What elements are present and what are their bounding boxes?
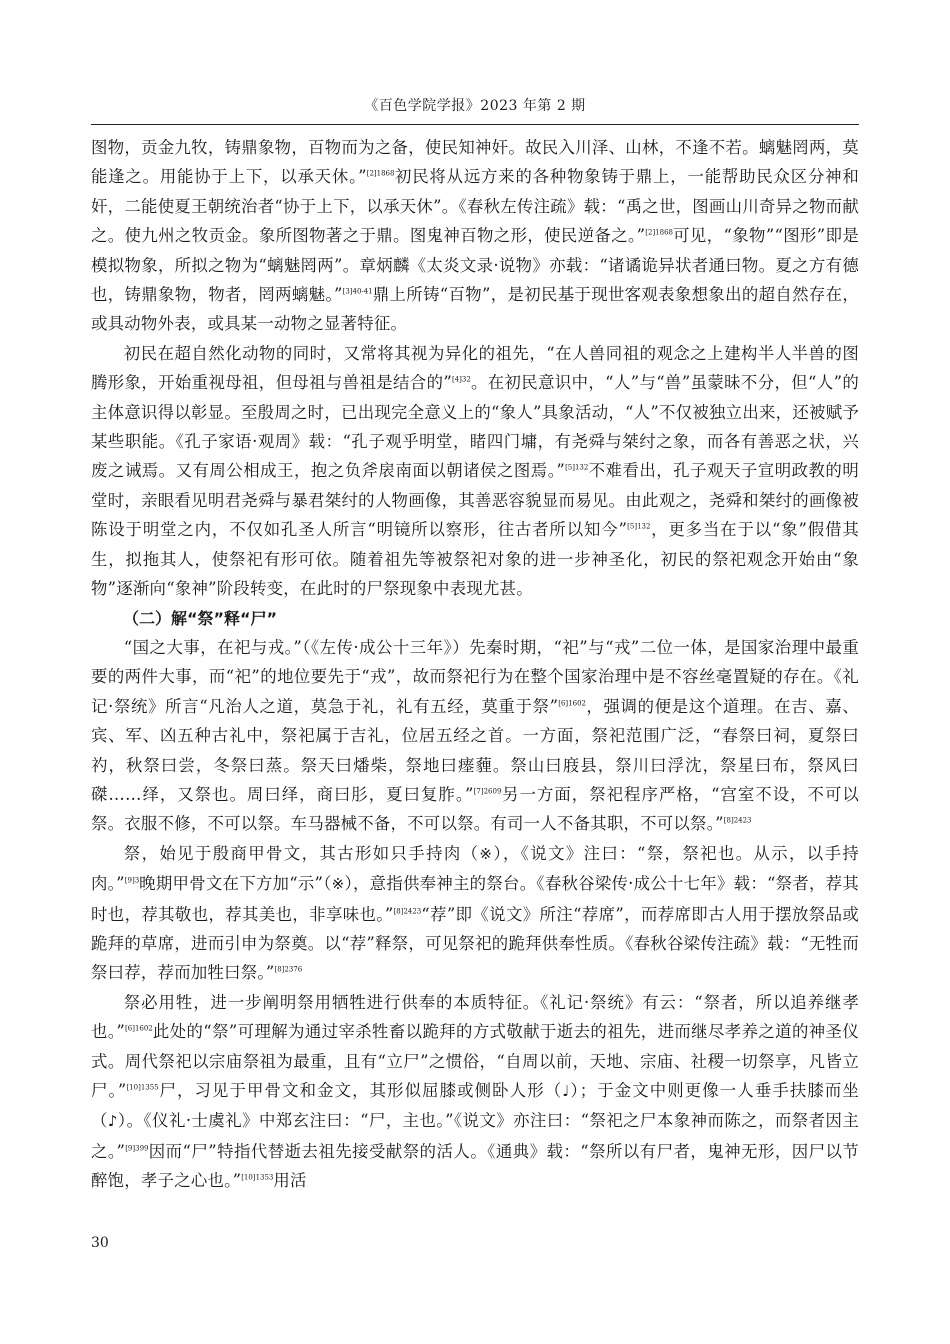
paragraph (91, 988, 859, 1196)
ancient-glyph: ※ (331, 875, 345, 894)
paragraph (91, 633, 859, 839)
citation-marker: [9]399 (125, 1144, 149, 1153)
paragraph (91, 133, 859, 339)
text-run: ）；于金文中则更像一人垂手扶膝而坐（ (91, 1081, 860, 1131)
text-run: 祭，始见于殷商甲骨文，其古形如只手持肉（ (123, 843, 480, 863)
text-run: ），《说文》注曰：“祭，祭祀也。从示，以手持肉。” (91, 843, 859, 894)
citation-marker: [3]40-41 (342, 287, 373, 296)
citation-marker: [8]2423 (723, 816, 752, 825)
text-run: 可见，“象物”“图形”即是模拟物象，所拟之物为“螭魅罔两”。章炳麟《太炎文录·说物》亦载：“诸谲诡异状者通曰物。夏之方有德也，铸鼎象物，物者，罔两螭魅。” (91, 226, 859, 305)
text-run: “国之大事，在祀与戎。”（《左传·成公十三年》）先秦时期，“祀”与“戎”二位一体，是国家治理中最重要的两件大事，而“祀”的地位要先于“戎”，故而祭祀行为在整个国家治理中是不容丝毫置疑的存在。《礼记·祭统》所言“凡治人之道，莫急于礼，礼有五经，莫重于祭” (91, 637, 859, 716)
text-run: ），意指供奉神主的祭台。《春秋谷梁传·成公十七年》载：“祭者，荐其时也，荐其敬也，荐其美也，非享味也。” (91, 874, 859, 924)
text-run: 初民将从远方来的各种物象铸于鼎上，一能帮助民众区分神和奸，二能使夏王朝统治者“协于上下，以承天休”。《春秋左传注疏》载：“禹之世，图画山川奇异之物而献之。使九州之牧贡金。象所图物著之于鼎。图鬼神百物之形，使民逆备之。” (91, 167, 859, 246)
citation-marker: [7]2609 (473, 787, 502, 796)
text-run: 。在初民意识中，“人”与“兽”虽蒙昧不分，但“人”的主体意识得以彰显。至殷周之时，已出现完全意义上的“象人”具象活动，“人”不仅被独立出来，还被赋予某些职能。《孔子家语·观周》载：“孔子观乎明堂，睹四门墉，有尧舜与桀纣之象，而各有善恶之状，兴废之诫焉。又有周公相成王，抱之负斧扆南面以朝诸侯之图焉。” (91, 373, 859, 481)
text-run: ，强调的便是这个道理。在吉、嘉、宾、军、凶五种古礼中，祭祀属于吉礼，位居五经之首。一方面，祭祀范围广泛，“春祭曰祠，夏祭曰礿，秋祭曰尝，冬祭曰蒸。祭天曰燔柴，祭地曰瘗薶。祭山曰庪县，祭川曰浮沈，祭星曰布，祭风曰磔……绎，又祭也。周曰绎，商曰肜，夏曰复胙。” (91, 696, 860, 804)
citation-marker: [10]1355 (126, 1083, 159, 1092)
text-run: 另一方面，祭祀程序严格，“宫室不设，不可以祭。衣服不修，不可以祭。车马器械不备，不可以祭。有司一人不备其职，不可以祭。” (91, 784, 859, 834)
text-run: 因而“尸”特指代替逝去祖先接受献祭的活人。《通典》载：“祭所以有尸者，鬼神无形，因尸以节醉饱，孝子之心也。” (91, 1141, 860, 1191)
text-run: 鼎上所铸“百物”，是初民基于现世客观表象想象出的超自然存在，或具动物外表，或具某一动物之显著特征。 (91, 285, 859, 334)
citation-marker: [2]1868 (366, 169, 395, 178)
text-run: 祭必用牲，进一步阐明祭用牺牲进行供奉的本质特征。《礼记·祭统》有云：“祭者，所以追养继孝也。” (91, 992, 859, 1042)
text-run: 初民在超自然化动物的同时，又常将其视为异化的祖先，“在人兽同祖的观念之上建构半人半兽的图腾形象，开始重视母祖，但母祖与兽祖是结合的” (91, 343, 859, 393)
text-run: ，更多当在于以“象”假借其生，拟拖其人，使祭祀有形可依。随着祖先等被祭祀对象的进一步神圣化，初民的祭祀观念开始由“象物”逐渐向“象神”阶段转变，在此时的尸祭现象中表现尤甚。 (91, 520, 859, 599)
text-run: 不难看出，孔子观天子宣明政教的明堂时，亲眼看见明君尧舜与暴君桀纣的人物画像，其善恶容貌显而易见。由此观之，尧舜和桀纣的画像被陈设于明堂之内，不仅如孔圣人所言“明镜所以察形，往古者所以知今” (91, 461, 859, 540)
section-title: （二）解“祭”释“尸” (123, 608, 278, 628)
text-run: “荐”即《说文》所注“荐席”，而荐席即古人用于摆放祭品或跪拜的草席，进而引申为祭奠。以“荐”释祭，可见祭祀的跪拜供奉性质。《春秋谷梁传注疏》载：“无牲而祭曰荐，荐而加牲曰祭。” (91, 904, 859, 983)
citation-marker: [9]3 (124, 876, 140, 885)
page-number: 30 (91, 1235, 109, 1251)
text-run: 尸，习见于甲骨文和金文，其形似屈膝或侧卧人形（ (158, 1081, 563, 1100)
text-run: 图物，贡金九牧，铸鼎象物，百物而为之备，使民知神奸。故民入川泽、山林，不逢不若。螭魅罔两，莫能逢之。用能协于上下，以承天休。” (91, 138, 859, 187)
text-run: 用活 (273, 1171, 307, 1191)
paragraph (91, 339, 859, 604)
article-body (91, 133, 859, 1196)
ancient-glyph: ※ (479, 844, 494, 863)
paragraph (91, 839, 859, 988)
citation-marker: [6]1602 (125, 1024, 153, 1033)
citation-marker: [10]1353 (241, 1173, 274, 1182)
citation-marker: [5]132 (627, 522, 651, 531)
paragraph-group-1 (91, 133, 859, 604)
citation-marker: [8]2376 (274, 965, 303, 974)
text-run: 晚期甲骨文在下方加“示”（ (139, 874, 332, 894)
ancient-glyph: ♩ (562, 1082, 571, 1100)
citation-marker: [2]1868 (645, 228, 673, 237)
header-rule (91, 124, 859, 125)
text-run: ）。《仪礼·士虞礼》中郑玄注曰：“尸，主也。”《说文》亦注曰：“祭祀之尸本象神而陈之，而祭者因主之。” (91, 1111, 860, 1161)
citation-marker: [6]1602 (558, 699, 586, 708)
citation-marker: [8]2423 (393, 907, 422, 916)
text-run: 此处的“祭”可理解为通过宰杀牲畜以跪拜的方式敬献于逝去的祖先，进而继尽孝养之道的神圣仪式。周代祭祀以宗庙祭祖为最重，且有“立尸”之惯俗，“自周以前，天地、宗庙、社稷一切祭享，凡皆立尸。” (91, 1022, 859, 1100)
citation-marker: [4]32 (451, 375, 471, 384)
ancient-glyph: ♪ (107, 1112, 118, 1131)
journal-header: 《百色学院学报》2023 年第 2 期 (364, 98, 586, 114)
citation-marker: [5]132 (565, 464, 589, 472)
paragraph-group-2 (91, 633, 859, 1196)
